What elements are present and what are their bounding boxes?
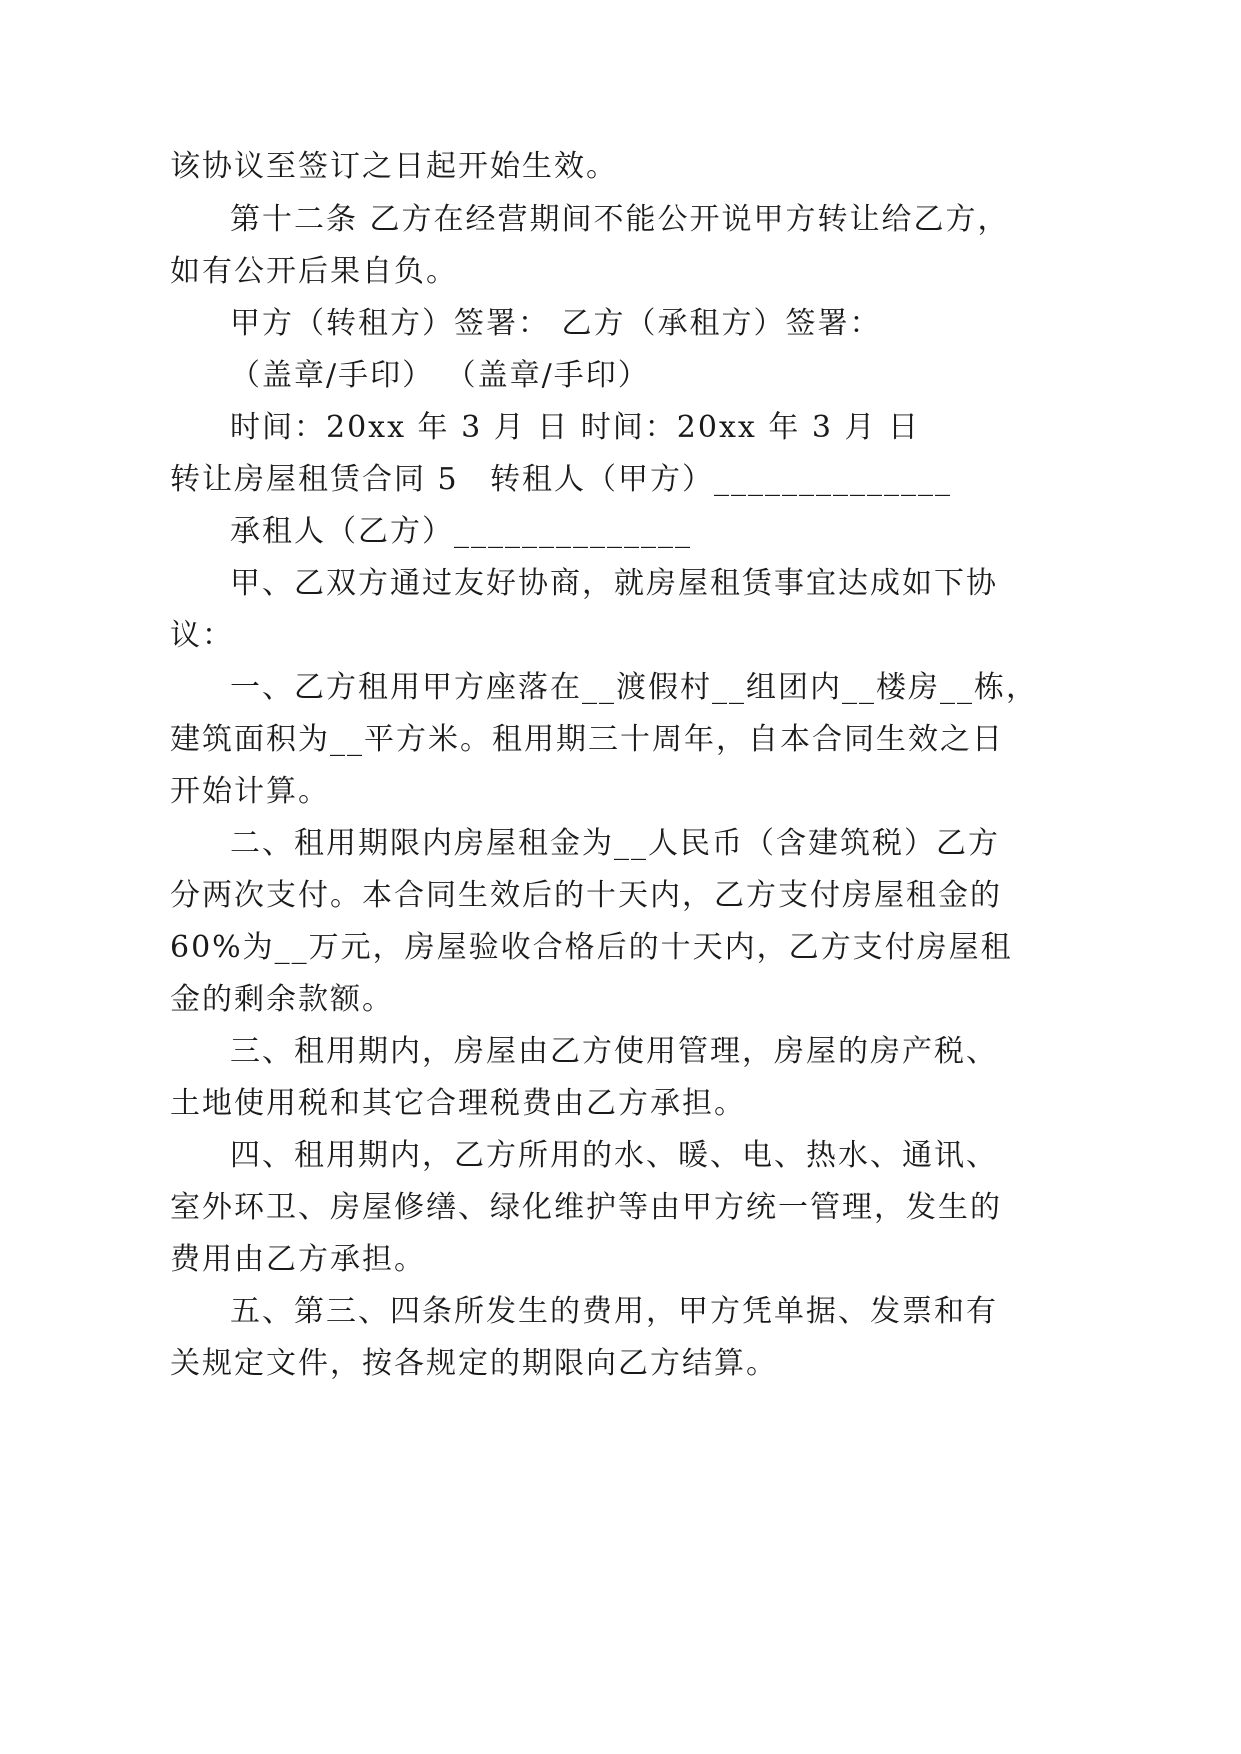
text-line: 三、租用期内，房屋由乙方使用管理，房屋的房产税、 (230, 1034, 998, 1069)
text-line: （盖章/手印） （盖章/手印） (230, 358, 650, 393)
text-line: 费用由乙方承担。 (170, 1242, 426, 1277)
text-line: 五、第三、四条所发生的费用，甲方凭单据、发票和有 (230, 1294, 998, 1329)
text-line: 四、租用期内，乙方所用的水、暖、电、热水、通讯、 (230, 1138, 998, 1173)
text-line: 关规定文件，按各规定的期限向乙方结算。 (170, 1346, 778, 1381)
text-line: 该协议至签订之日起开始生效。 (170, 149, 618, 184)
text-line: 开始计算。 (170, 774, 330, 809)
text-line: 甲方（转租方）签署： 乙方（承租方）签署： (230, 306, 882, 341)
text-line: 一、乙方租用甲方座落在__渡假村__组团内__楼房__栋， (230, 670, 1038, 705)
text-line: 时间：20xx 年 3 月 日 时间：20xx 年 3 月 日 (230, 410, 921, 445)
text-line: 土地使用税和其它合理税费由乙方承担。 (170, 1086, 746, 1121)
text-line: 承租人（乙方）______________ (230, 514, 692, 549)
text-line: 转租人（甲方）______________ (490, 462, 952, 497)
text-line: 甲、乙双方通过友好协商，就房屋租赁事宜达成如下协 (230, 566, 998, 601)
text-line: 60%为__万元，房屋验收合格后的十天内，乙方支付房屋租 (170, 930, 1013, 965)
text-line: 建筑面积为__平方米。租用期三十周年，自本合同生效之日 (170, 722, 1004, 757)
text-line: 议： (170, 618, 234, 653)
text-line: 第十二条 乙方在经营期间不能公开说甲方转让给乙方， (230, 202, 1010, 237)
text-line: 分两次支付。本合同生效后的十天内，乙方支付房屋租金的 (170, 878, 1002, 913)
text-line: 金的剩余款额。 (170, 982, 394, 1017)
text-line: 室外环卫、房屋修缮、绿化维护等由甲方统一管理，发生的 (170, 1190, 1002, 1225)
text-line: 如有公开后果自负。 (170, 254, 458, 289)
text-line: 二、租用期限内房屋租金为__人民币（含建筑税）乙方 (230, 826, 1000, 861)
document-title: 转让房屋租赁合同 5 (170, 462, 459, 497)
